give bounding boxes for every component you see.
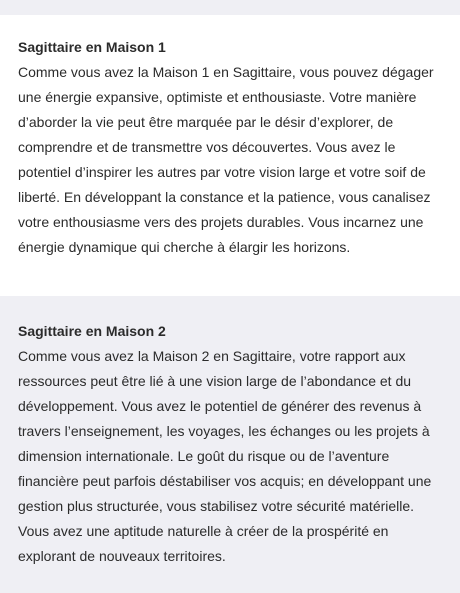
house-1-title: Sagittaire en Maison 1 bbox=[18, 39, 166, 55]
house-1-description: Comme vous avez la Maison 1 en Sagittaire, vous pouvez dégager une énergie expansive, optimiste et enthousiaste. Votre manière d’aborder la vie peut être marquée par le désir d’explorer, de comprendre et de transmettre vos découvertes. Vous avez le potentiel d’inspirer les autres par votre vision large et votre soif de liberté. En développant la constance et la patience, vous canalisez votre enthousiasme vers des projets durables. Vous incarnez une énergie dynamique qui cherche à élargir les horizons. bbox=[18, 64, 434, 255]
house-2-card bbox=[0, 296, 460, 593]
house-1-card bbox=[0, 15, 460, 296]
house-2-description: Comme vous avez la Maison 2 en Sagittaire, votre rapport aux ressources peut être lié à une vision large de l’abondance et du développement. Vous avez le potentiel de générer des revenus à travers l’enseignement, les voyages, les échanges ou les projets à dimension internationale. Le goût du risque ou de l’aventure financière peut parfois déstabiliser vos acquis; en développant une gestion plus structurée, vous stabilisez votre sécurité matérielle. Vous avez une aptitude naturelle à créer de la prospérité en explorant de nouveaux territoires. bbox=[18, 348, 432, 564]
top-spacer bbox=[0, 0, 460, 15]
house-2-title: Sagittaire en Maison 2 bbox=[18, 323, 166, 339]
